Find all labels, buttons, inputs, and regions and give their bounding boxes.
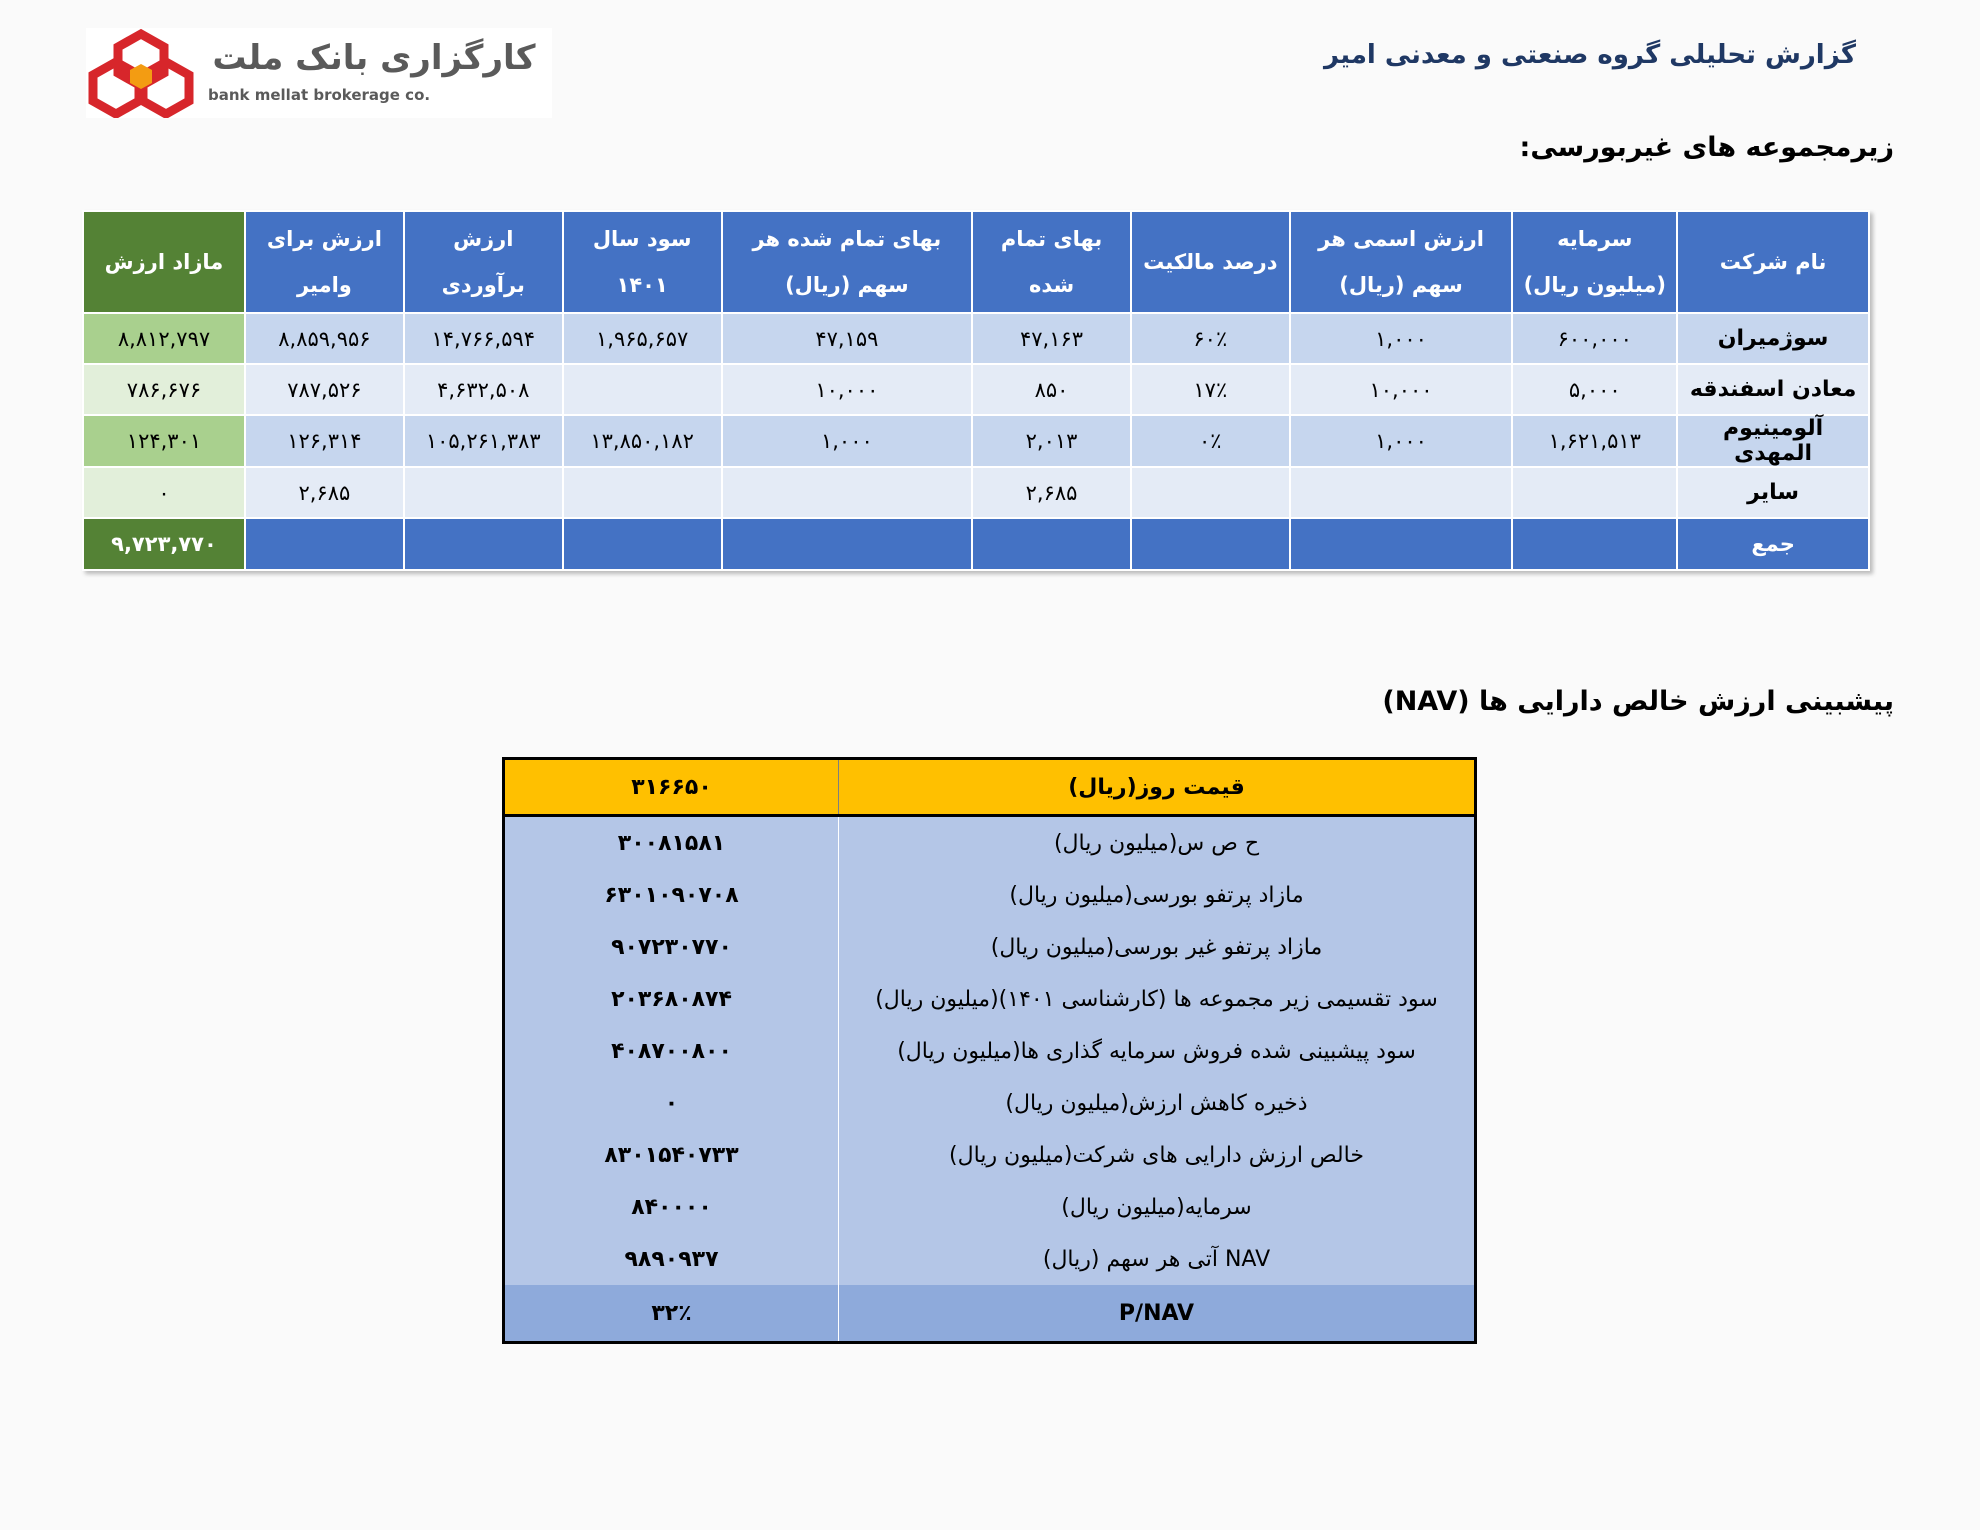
total-row	[83, 518, 1869, 570]
company-name-cell: سایر	[1677, 467, 1869, 518]
ownership-cell	[1131, 467, 1290, 518]
column-header: بهای تمام شده هر سهم (ریال)	[722, 211, 973, 313]
nav-label-cell: خالص ارزش دارایی های شرکت(میلیون ریال)	[839, 1129, 1476, 1181]
logo	[86, 28, 552, 118]
profit-cell	[563, 364, 722, 415]
par-value-cell	[1290, 467, 1513, 518]
cost-cell: ۸۵۰	[972, 364, 1131, 415]
nav-value-cell: ۳۰۰۸۱۵۸۱	[504, 816, 839, 870]
par-value-cell: ۱۰,۰۰۰	[1290, 364, 1513, 415]
cost-per-share-cell: ۴۷,۱۵۹	[722, 313, 973, 364]
nav-label-cell: مازاد پرتفو غیر بورسی(میلیون ریال)	[839, 921, 1476, 973]
par-value-cell: ۱,۰۰۰	[1290, 313, 1513, 364]
nav-value-cell: ۹۰۷۲۳۰۷۷۰	[504, 921, 839, 973]
cost-per-share-cell	[722, 467, 973, 518]
ownership-cell: ۱۷٪	[1131, 364, 1290, 415]
par-value-cell: ۱,۰۰۰	[1290, 415, 1513, 467]
table-row	[83, 364, 1869, 415]
nav-header-row	[504, 759, 1476, 816]
nav-label-cell: ذخیره کاهش ارزش(میلیون ریال)	[839, 1077, 1476, 1129]
profit-cell: ۱,۹۶۵,۶۵۷	[563, 313, 722, 364]
cost-cell: ۲,۰۱۳	[972, 415, 1131, 467]
table-row	[83, 467, 1869, 518]
nav-value-cell: ۴۰۸۷۰۰۸۰۰	[504, 1025, 839, 1077]
logo-name-fa: کارگزاری بانک ملت	[212, 38, 536, 78]
value-for-vamir-cell: ۷۸۷,۵۲۶	[245, 364, 404, 415]
column-header: ارزش برآوردی	[404, 211, 563, 313]
value-for-vamir-cell: ۲,۶۸۵	[245, 467, 404, 518]
nav-row	[504, 973, 1476, 1025]
nav-footer-row	[504, 1285, 1476, 1343]
nav-label-cell: مازاد پرتفو بورسی(میلیون ریال)	[839, 869, 1476, 921]
profit-cell: ۱۳,۸۵۰,۱۸۲	[563, 415, 722, 467]
surplus-value-cell: ۷۸۶,۶۷۶	[83, 364, 245, 415]
value-for-vamir-cell: ۸,۸۵۹,۹۵۶	[245, 313, 404, 364]
nav-value-cell: ۶۳۰۱۰۹۰۷۰۸	[504, 869, 839, 921]
surplus-value-cell: ۰	[83, 467, 245, 518]
bank-mellat-logo-icon	[86, 28, 196, 118]
nav-label-cell: سود تقسیمی زیر مجموعه ها (کارشناسی ۱۴۰۱)(میلیون ریال)	[839, 973, 1476, 1025]
nav-label-cell: P/NAV	[839, 1285, 1476, 1343]
nav-row	[504, 1077, 1476, 1129]
nav-title: پیشبینی ارزش خالص دارایی ها (NAV)	[1382, 686, 1894, 717]
nav-label-cell: سرمایه(میلیون ریال)	[839, 1181, 1476, 1233]
profit-cell	[563, 467, 722, 518]
nav-label-cell: ح ص س(میلیون ریال)	[839, 816, 1476, 870]
company-name-cell: سوژمیران	[1677, 313, 1869, 364]
surplus-value-cell: ۸,۸۱۲,۷۹۷	[83, 313, 245, 364]
nav-value-cell: ۹۸۹۰۹۳۷	[504, 1233, 839, 1285]
nav-label-cell: NAV آتی هر سهم (ریال)	[839, 1233, 1476, 1285]
column-header: درصد مالکیت	[1131, 211, 1290, 313]
cost-cell: ۴۷,۱۶۳	[972, 313, 1131, 364]
company-name-cell: آلومینیوم المهدی	[1677, 415, 1869, 467]
nav-value-cell: ۸۴۰۰۰۰	[504, 1181, 839, 1233]
table-header-row	[83, 211, 1869, 313]
subsidiaries-table	[82, 210, 1870, 571]
logo-name-en: bank mellat brokerage co.	[208, 86, 431, 104]
company-name-cell: معادن اسفندقه	[1677, 364, 1869, 415]
nav-row	[504, 1129, 1476, 1181]
column-header: سرمایه (میلیون ریال)	[1512, 211, 1677, 313]
nav-row	[504, 1181, 1476, 1233]
column-header: بهای تمام شده	[972, 211, 1131, 313]
table-row	[83, 415, 1869, 467]
cost-per-share-cell: ۱,۰۰۰	[722, 415, 973, 467]
nav-value-cell: ۲۰۳۶۸۰۸۷۴	[504, 973, 839, 1025]
nav-row	[504, 921, 1476, 973]
estimated-value-cell	[404, 467, 563, 518]
nav-row	[504, 816, 1476, 870]
column-header: نام شرکت	[1677, 211, 1869, 313]
estimated-value-cell: ۱۰۵,۲۶۱,۳۸۳	[404, 415, 563, 467]
nav-row	[504, 869, 1476, 921]
nav-row	[504, 1233, 1476, 1285]
column-header: ارزش برای وامیر	[245, 211, 404, 313]
nav-label-cell: سود پیشبینی شده فروش سرمایه گذاری ها(میلیون ریال)	[839, 1025, 1476, 1077]
value-for-vamir-cell: ۱۲۶,۳۱۴	[245, 415, 404, 467]
subsidiaries-title: زیرمجموعه های غیربورسی:	[1519, 132, 1894, 163]
ownership-cell: ۰٪	[1131, 415, 1290, 467]
capital-cell: ۱,۶۲۱,۵۱۳	[1512, 415, 1677, 467]
nav-value-cell: ۸۳۰۱۵۴۰۷۳۳	[504, 1129, 839, 1181]
ownership-cell: ۶۰٪	[1131, 313, 1290, 364]
nav-row	[504, 1025, 1476, 1077]
cost-per-share-cell: ۱۰,۰۰۰	[722, 364, 973, 415]
nav-table	[502, 757, 1477, 1344]
report-title: گزارش تحلیلی گروه صنعتی و معدنی امیر	[1324, 40, 1856, 70]
total-label: جمع	[1677, 518, 1869, 570]
nav-value-cell: ۳۲٪	[504, 1285, 839, 1343]
column-header: ارزش اسمی هر سهم (ریال)	[1290, 211, 1513, 313]
column-header: مازاد ارزش	[83, 211, 245, 313]
nav-value-cell: ۳۱۶۶۵۰	[504, 759, 839, 816]
total-surplus-cell: ۹,۷۲۳,۷۷۰	[83, 518, 245, 570]
estimated-value-cell: ۴,۶۳۲,۵۰۸	[404, 364, 563, 415]
nav-label-cell: قیمت روز(ریال)	[839, 759, 1476, 816]
capital-cell: ۶۰۰,۰۰۰	[1512, 313, 1677, 364]
column-header: سود سال ۱۴۰۱	[563, 211, 722, 313]
capital-cell	[1512, 467, 1677, 518]
capital-cell: ۵,۰۰۰	[1512, 364, 1677, 415]
surplus-value-cell: ۱۲۴,۳۰۱	[83, 415, 245, 467]
table-row	[83, 313, 1869, 364]
nav-value-cell: ۰	[504, 1077, 839, 1129]
estimated-value-cell: ۱۴,۷۶۶,۵۹۴	[404, 313, 563, 364]
cost-cell: ۲,۶۸۵	[972, 467, 1131, 518]
